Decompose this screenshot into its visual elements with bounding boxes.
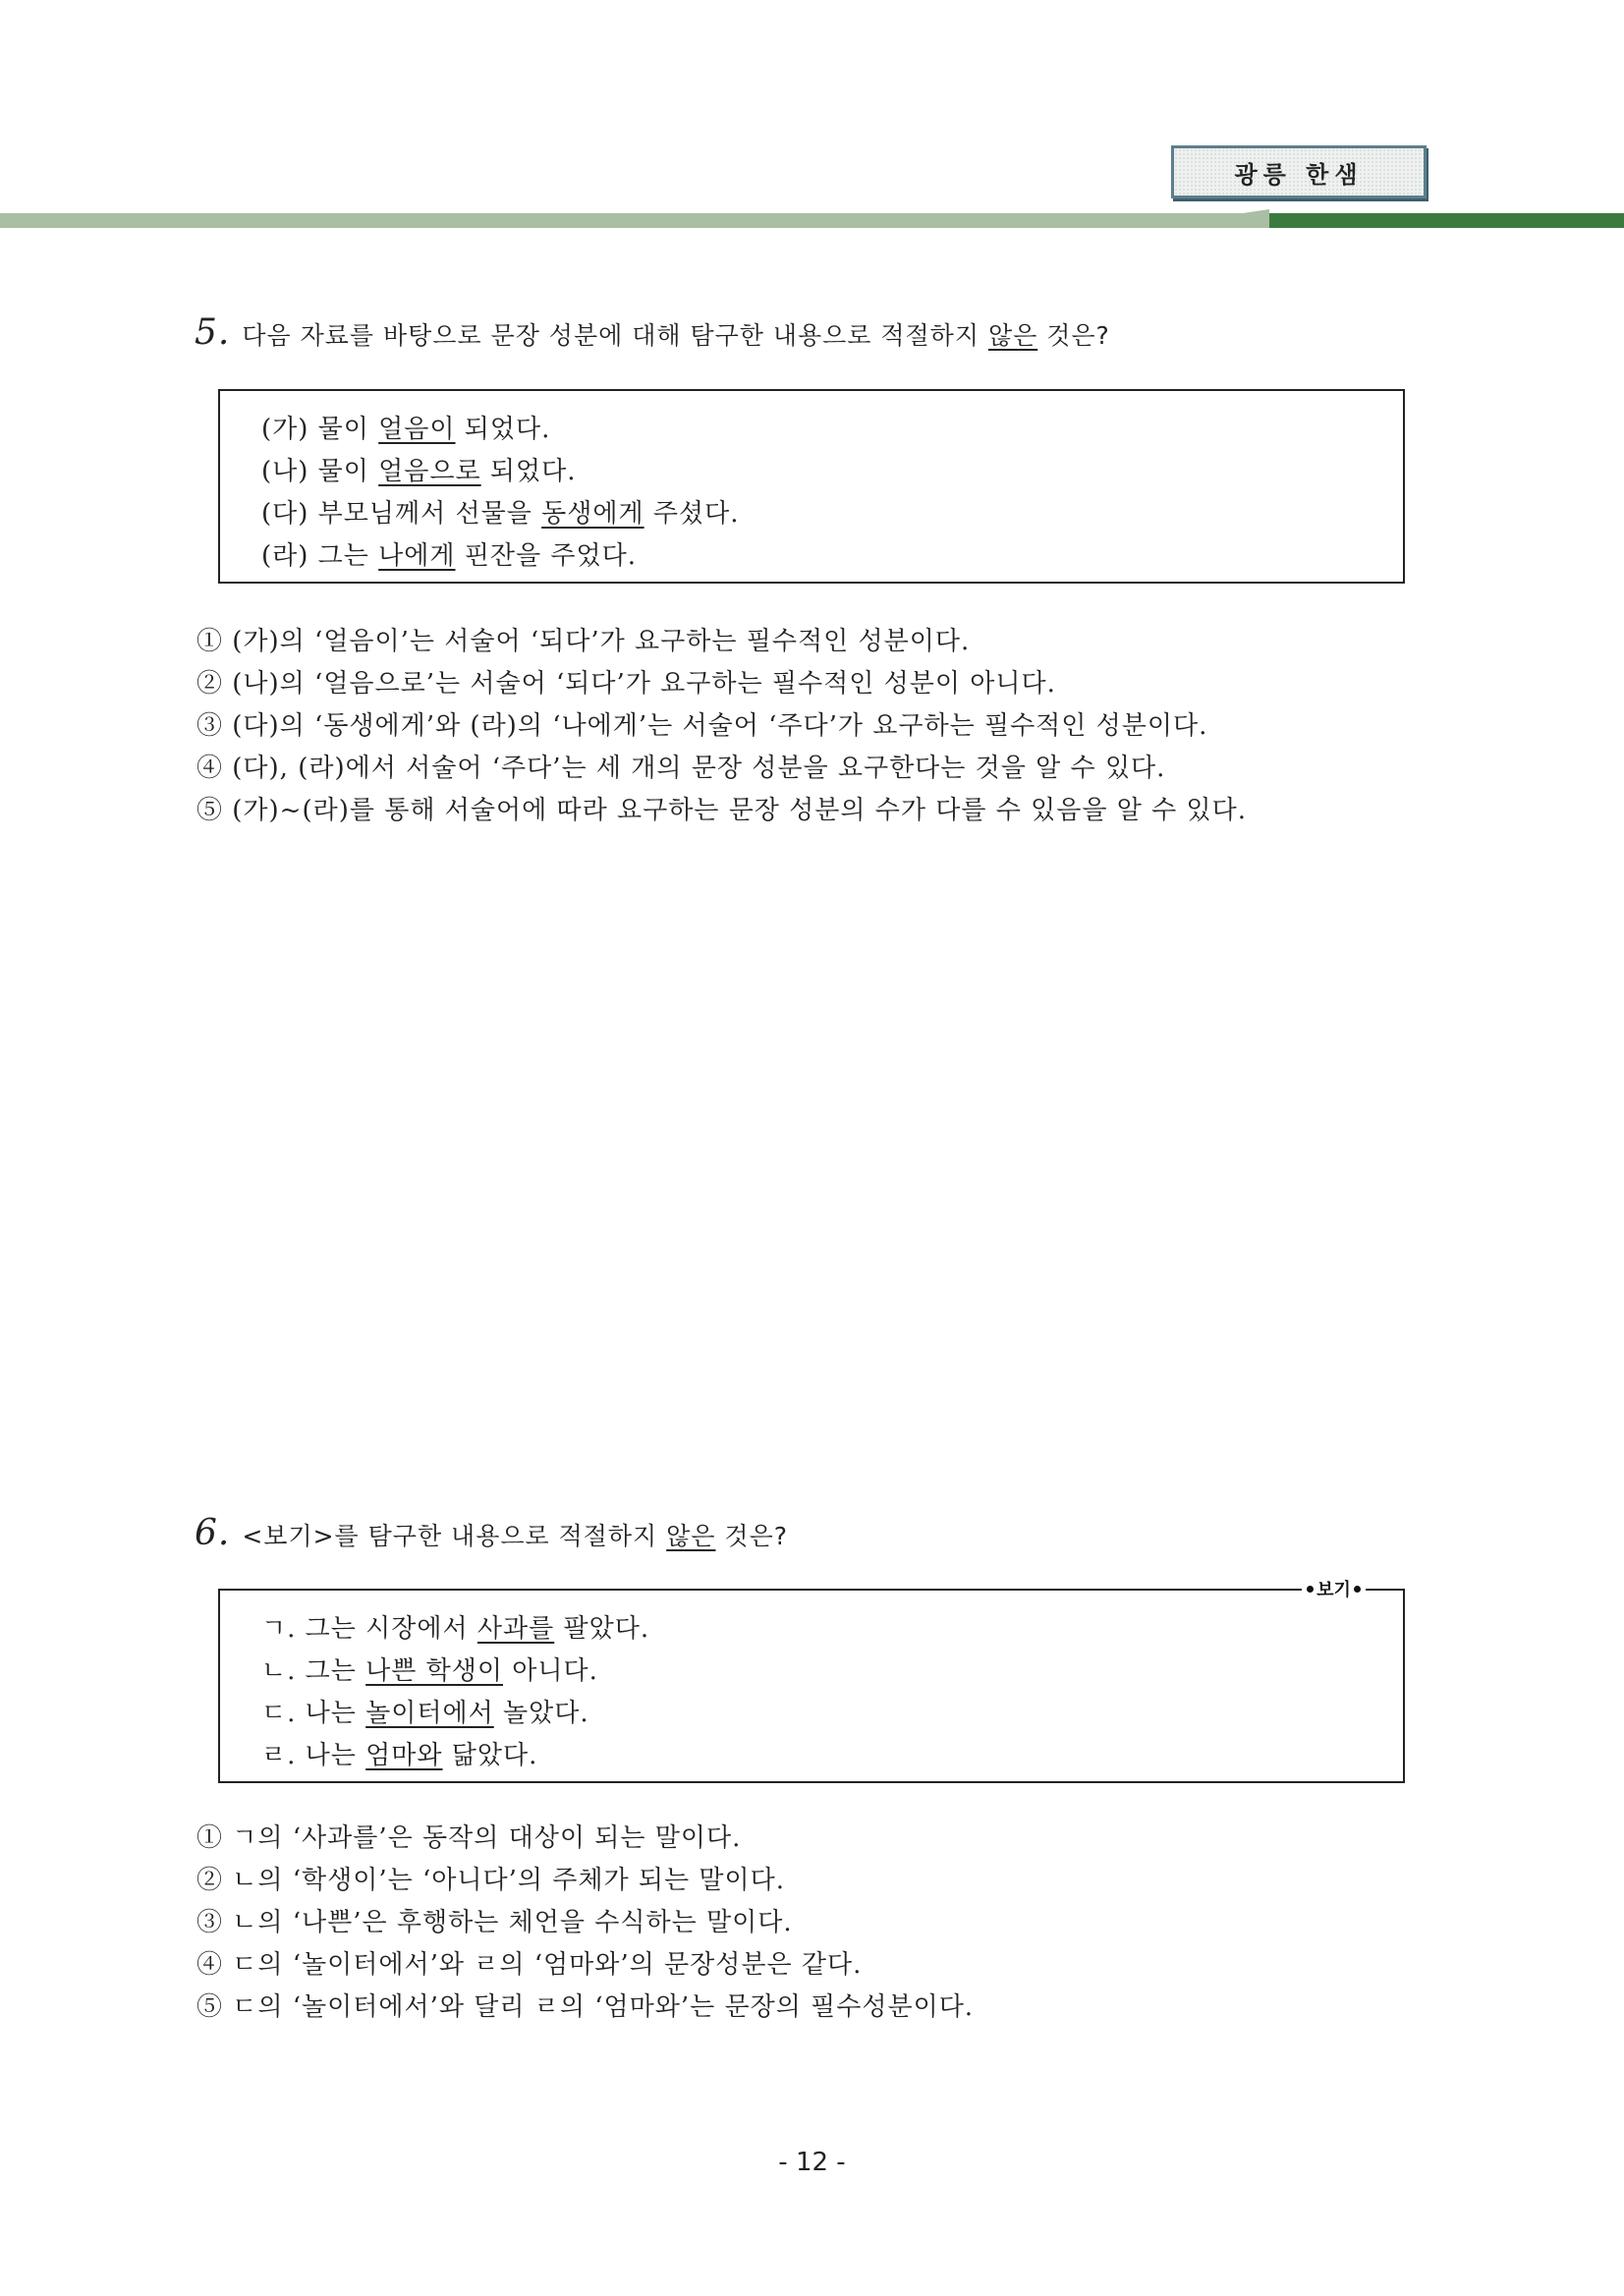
bogi-line: ㄹ. 나는 엄마와 닮았다. [261,1741,538,1770]
question-6-title: 6. <보기>를 탐구한 내용으로 적절하지 않은 것은? [195,1513,788,1553]
question-5-example-box [218,389,1405,584]
question-number: 6. [195,1513,231,1553]
answer-choice-1[interactable]: ① ㄱ의 ‘사과를’은 동작의 대상이 되는 말이다. [196,1823,742,1853]
answer-choice-4[interactable]: ④ ㄷ의 ‘놀이터에서’와 ㄹ의 ‘엄마와’의 문장성분은 같다. [196,1950,863,1980]
example-line: (다) 부모님께서 선물을 동생에게 주셨다. [261,499,740,529]
header-rule-dark [1269,213,1624,228]
example-line: (나) 물이 얼음으로 되었다. [261,457,577,486]
answer-choice-5[interactable]: ⑤ ㄷ의 ‘놀이터에서’와 달리 ㄹ의 ‘엄마와’는 문장의 필수성분이다. [196,1992,975,2022]
question-number: 5. [195,312,231,353]
bogi-line: ㄱ. 그는 시장에서 사과를 팔았다. [261,1614,650,1644]
dot-icon [1354,1586,1361,1593]
answer-choice-2[interactable]: ② ㄴ의 ‘학생이’는 ‘아니다’의 주체가 되는 말이다. [196,1866,785,1895]
bogi-line: ㄷ. 나는 놀이터에서 놀았다. [261,1699,589,1728]
answer-choice-1[interactable]: ① (가)의 ‘얼음이’는 서술어 ‘되다’가 요구하는 필수적인 성분이다. [196,627,971,656]
answer-choice-4[interactable]: ④ (다), (라)에서 서술어 ‘주다’는 세 개의 문장 성분을 요구한다는 것을 알 수 있다. [196,754,1166,783]
question-6-bogi-box [218,1589,1405,1783]
example-line: (가) 물이 얼음이 되었다. [261,415,551,444]
answer-choice-3[interactable]: ③ (다)의 ‘동생에게’와 (라)의 ‘나에게’는 서술어 ‘주다’가 요구하는 필수적인 성분이다. [196,711,1208,741]
answer-choice-2[interactable]: ② (나)의 ‘얼음으로’는 서술어 ‘되다’가 요구하는 필수적인 성분이 아니다. [196,669,1056,699]
page-number: - 12 - [778,2148,846,2177]
answer-choice-5[interactable]: ⑤ (가)~(라)를 통해 서술어에 따라 요구하는 문장 성분의 수가 다를 수 있음을 알 수 있다. [196,796,1248,825]
bogi-line: ㄴ. 그는 나쁜 학생이 아니다. [261,1656,598,1686]
answer-choice-3[interactable]: ③ ㄴ의 ‘나쁜’은 후행하는 체언을 수식하는 말이다. [196,1908,793,1937]
header-rule-light [0,213,1269,228]
question-5-title: 5. 다음 자료를 바탕으로 문장 성분에 대해 탐구한 내용으로 적절하지 않은 것은? [195,312,1110,353]
example-line: (라) 그는 나에게 핀잔을 주었다. [261,541,638,571]
dot-icon [1307,1586,1314,1593]
header-badge: 광릉 한샘 [1171,145,1427,198]
bogi-label: 보기 [1302,1576,1366,1601]
